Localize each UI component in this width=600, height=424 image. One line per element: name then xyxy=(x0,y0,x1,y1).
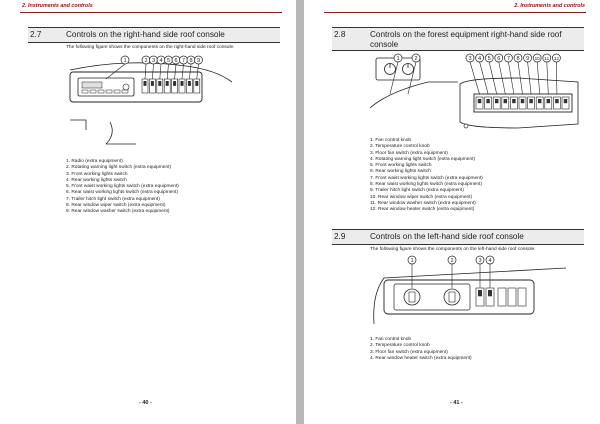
list-item: 7. Trailer hitch light switch (extra equipment) xyxy=(66,196,160,202)
console-bracket xyxy=(70,120,136,144)
callout-label: 9 xyxy=(196,58,201,64)
callout-label: 2 xyxy=(450,258,454,264)
section-heading-2-7 xyxy=(28,27,280,43)
list-item: 4. Rear window heater switch (extra equipment) xyxy=(370,355,472,361)
callout-label: 11 xyxy=(544,56,550,61)
list-item: 4. Rotating warning light switch (extra equipment) xyxy=(370,156,476,162)
switch-symbol xyxy=(181,81,184,86)
switch-symbol xyxy=(529,99,533,103)
switch-symbol xyxy=(564,99,568,103)
callout-label: 7 xyxy=(506,56,510,62)
blank-switch-slot xyxy=(518,288,526,306)
callout-label: 1 xyxy=(396,56,400,62)
list-item: 1. Fan control knob xyxy=(370,337,412,342)
switch-symbol xyxy=(521,99,525,103)
section-title-line2: console xyxy=(370,40,399,49)
list-item: 1. Fan control knob xyxy=(370,138,412,143)
callout-label: 5 xyxy=(487,56,491,62)
switch-symbol xyxy=(158,81,161,86)
blank-switch-slot xyxy=(508,288,516,306)
callout-label: 2 xyxy=(144,58,148,64)
roof-outline xyxy=(370,82,458,108)
page-number: - 41 - xyxy=(450,400,463,406)
list-item: 1. Radio (extra equipment) xyxy=(66,159,123,164)
radio-preset-button xyxy=(106,90,112,93)
list-item: 9. Trailer hitch light switch (extra equipment) xyxy=(370,188,464,194)
section-number: 2.9 xyxy=(334,232,346,241)
list-item: 3. Floor fan switch (extra equipment) xyxy=(370,150,448,156)
callout-label: 3 xyxy=(151,58,156,64)
switch-symbol xyxy=(173,81,176,86)
list-item: 7. Front waist working lights switch (extra equipment) xyxy=(370,175,483,181)
callout-label: 4 xyxy=(478,56,482,62)
list-item: 11. Rear window washer switch (extra equipment) xyxy=(370,200,476,206)
component-list xyxy=(66,159,179,216)
list-item: 4. Rear working lights switch xyxy=(66,177,127,183)
blank-switch-slot xyxy=(498,288,506,306)
switch-symbol xyxy=(495,99,499,103)
switch-symbol xyxy=(504,99,508,103)
radio-preset-button xyxy=(114,90,120,93)
section-title: Controls on the right-hand side roof console xyxy=(66,30,225,39)
callout-label: 1 xyxy=(123,58,127,64)
callout-label: 10 xyxy=(534,56,540,61)
switch-symbol xyxy=(486,99,490,103)
list-item: 5. Front working lights switch xyxy=(370,163,432,169)
callout-leader xyxy=(537,62,540,94)
list-item: 3. Front working lights switch xyxy=(66,171,128,177)
radio-preset-button xyxy=(122,90,128,93)
list-item: 8. Rear waist working lights switch (extra equipment) xyxy=(370,182,482,188)
switch-symbol xyxy=(478,99,482,103)
callout-label: 9 xyxy=(526,56,530,62)
switch-symbol xyxy=(195,81,198,86)
switch-symbol xyxy=(188,81,191,86)
switch-symbol xyxy=(478,290,482,296)
callout-label: 5 xyxy=(166,58,171,64)
callout-leader xyxy=(528,62,532,94)
list-item: 10. Rear window wiper switch (extra equipment) xyxy=(370,194,473,200)
list-item: 8. Rear window wiper switch (extra equipment) xyxy=(66,203,166,209)
switch-symbol xyxy=(512,99,516,103)
switch-symbol xyxy=(488,290,492,296)
list-item: 6. Rear waist working lights switch (extra equipment) xyxy=(66,190,178,196)
list-item: 2. Rotating warning light switch (extra equipment) xyxy=(66,165,172,171)
forest-roof-console-figure xyxy=(368,52,580,134)
right-page xyxy=(304,0,600,424)
left-page xyxy=(0,0,296,424)
switch-symbol xyxy=(555,99,559,103)
switch-symbol xyxy=(538,99,542,103)
callout-leader xyxy=(470,62,480,94)
radio-preset-button xyxy=(98,90,104,93)
left-roof-console-figure xyxy=(370,254,570,328)
callout-label: 12 xyxy=(553,56,559,61)
list-item: 12. Rear window heater switch (extra equipment) xyxy=(370,207,475,213)
running-header: 2. Instruments and controls xyxy=(514,3,585,9)
list-item: 6. Rear working lights switch xyxy=(370,169,431,175)
list-item: 2. Temperature control knob xyxy=(370,343,430,349)
list-item: 3. Floor fan switch (extra equipment) xyxy=(370,349,448,355)
callout-label: 7 xyxy=(181,58,186,64)
component-list-2-8 xyxy=(370,138,483,214)
running-header: 2. Instruments and controls xyxy=(22,3,93,9)
section-intro: The following figure shows the components on the right-hand side roof console. xyxy=(66,45,235,50)
right-roof-console-figure xyxy=(66,52,236,152)
switch-symbol xyxy=(547,99,551,103)
radio-volume-knob xyxy=(123,84,129,90)
radio-preset-button xyxy=(90,90,96,93)
radio-preset-button xyxy=(82,90,88,93)
page-number: - 40 - xyxy=(139,400,152,406)
section-title-line1: Controls on the forest equipment right-hand side roof xyxy=(370,30,562,39)
switch-symbol xyxy=(151,81,154,86)
callout-leader xyxy=(556,62,557,94)
callout-label: 2 xyxy=(414,56,418,62)
switch-symbol xyxy=(144,81,147,86)
callout-leader xyxy=(547,62,549,94)
switch-symbol xyxy=(166,81,169,86)
section-number: 2.8 xyxy=(334,30,346,39)
callout-label: 3 xyxy=(478,258,482,264)
callout-label: 4 xyxy=(159,58,163,64)
header-rule xyxy=(324,12,586,13)
callout-label: 8 xyxy=(189,58,193,64)
callout-label: 3 xyxy=(468,56,472,62)
section-title xyxy=(370,30,562,50)
section-heading-2-8 xyxy=(332,27,584,51)
mounting-screw xyxy=(464,124,468,128)
callout-leader xyxy=(480,62,489,94)
section-number: 2.7 xyxy=(30,30,42,39)
callout-label: 6 xyxy=(174,58,178,64)
section-intro: The following figure shows the components on the left-hand side roof console. xyxy=(370,247,536,252)
callout-label: 4 xyxy=(488,258,492,264)
component-list-2-9 xyxy=(370,337,472,362)
callout-label: 8 xyxy=(516,56,520,62)
list-item: 5. Front waist working lights switch (extra equipment) xyxy=(66,184,179,190)
callout-label: 1 xyxy=(410,258,414,264)
section-title: Controls on the left-hand side roof console xyxy=(370,232,524,241)
list-item: 9. Rear window washer switch (extra equipment) xyxy=(66,209,170,215)
section-heading-2-9 xyxy=(332,229,584,245)
header-rule xyxy=(20,12,282,13)
callout-label: 6 xyxy=(497,56,501,62)
list-item: 2. Temperature control knob xyxy=(370,144,430,150)
